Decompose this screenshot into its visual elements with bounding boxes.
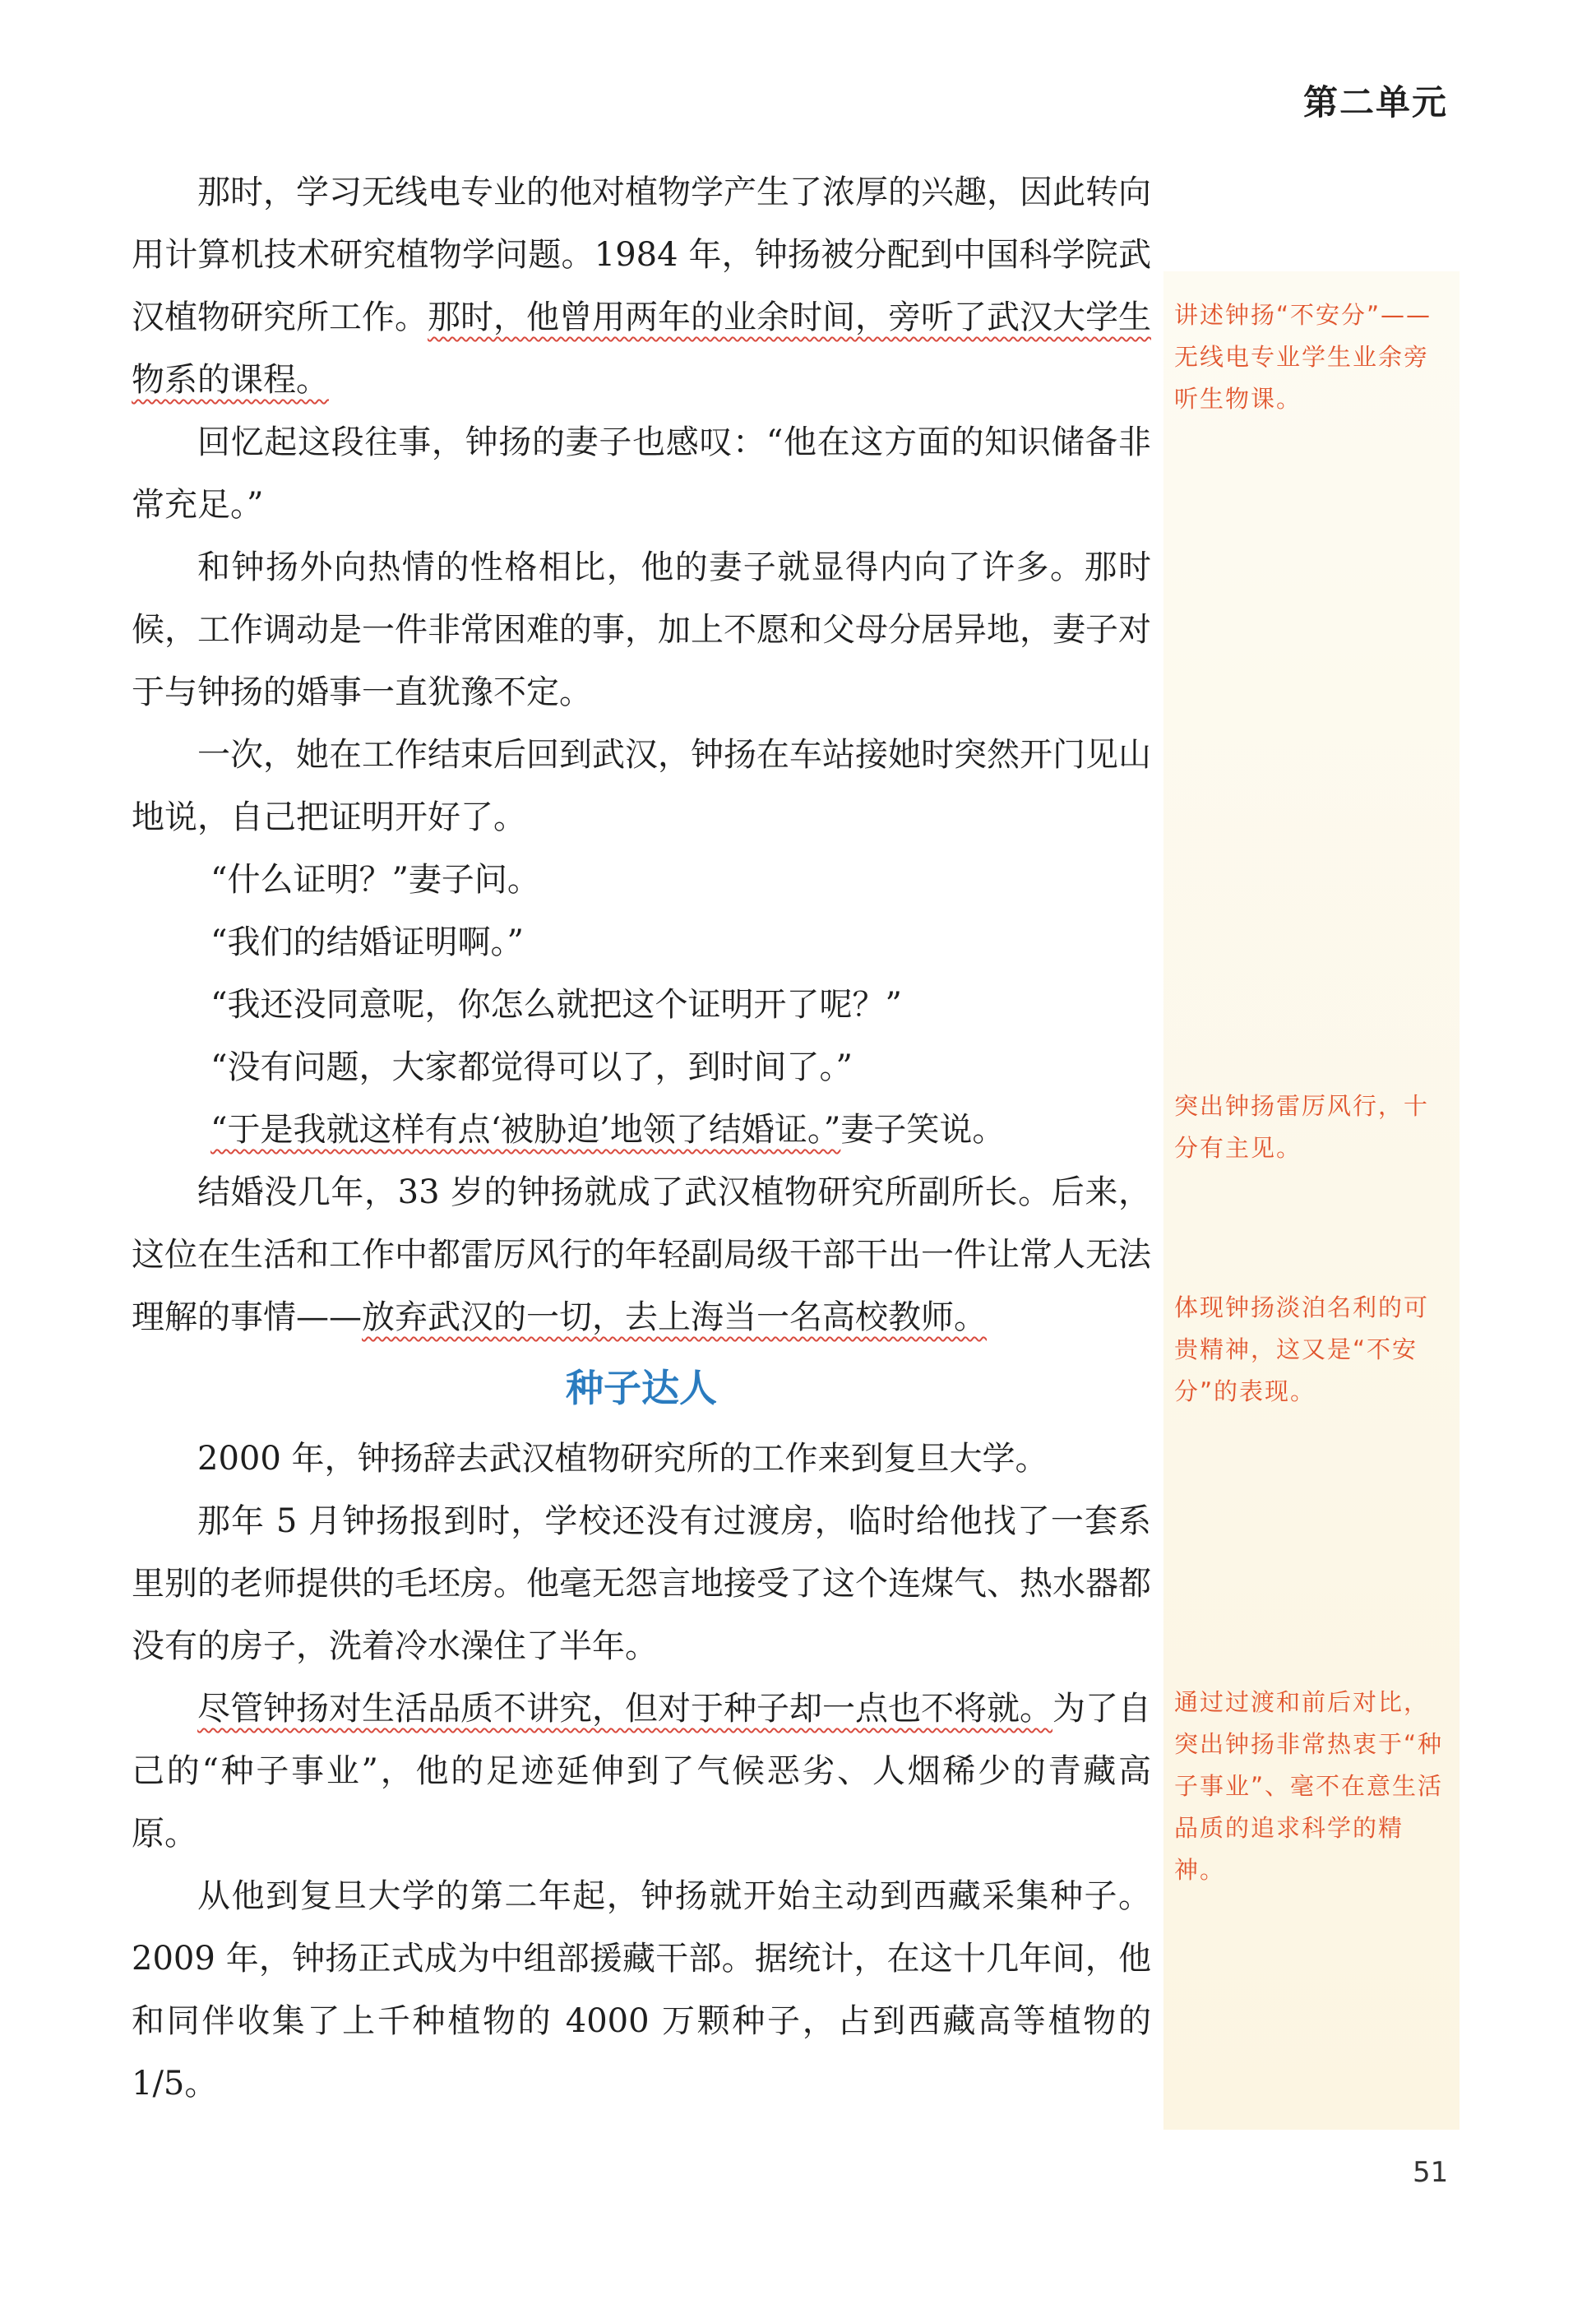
paragraph-text: 那时，学习无线电专业的他对植物学产生了浓厚的兴趣，因此转向用计算机技术研究植物学问题。1984 年，钟扬被分配到中国科学院武汉植物研究所工作。 bbox=[132, 174, 1151, 336]
main-text bbox=[132, 161, 1151, 2115]
paragraph bbox=[132, 161, 1151, 411]
margin-note: 通过过渡和前后对比，突出钟扬非常热衷于“种子事业”、毫不在意生活品质的追求科学的精神。 bbox=[1174, 1688, 1444, 1884]
underlined-text: 尽管钟扬对生活品质不讲究，但对于种子却一点也不将就。 bbox=[197, 1690, 1052, 1728]
dialogue-line: “我们的结婚证明啊。” bbox=[210, 923, 524, 961]
margin-note: 突出钟扬雷厉风行，十分有主见。 bbox=[1174, 1092, 1430, 1162]
unit-header: 第二单元 bbox=[1302, 82, 1448, 123]
dialogue-line: “没有问题，大家都觉得可以了，到时间了。” bbox=[210, 1048, 853, 1086]
dialogue-line bbox=[132, 1099, 1151, 1161]
paragraph bbox=[132, 1677, 1151, 1865]
paragraph bbox=[132, 1161, 1151, 1349]
paragraph: 回忆起这段往事，钟扬的妻子也感叹：“他在这方面的知识储备非常充足。” bbox=[132, 423, 1151, 524]
margin-note: 讲述钟扬“不安分”——无线电专业学生业余旁听生物课。 bbox=[1174, 301, 1432, 413]
paragraph-text: 妻子笑说。 bbox=[840, 1111, 1006, 1149]
paragraph-text: 为了自己的“种子事业”，他的足迹延伸到了气候恶劣、人烟稀少的青藏高原。 bbox=[132, 1690, 1151, 1853]
paragraph: 从他到复旦大学的第二年起，钟扬就开始主动到西藏采集种子。2009 年，钟扬正式成为中组部援藏干部。据统计，在这十几年间，他和同伴收集了上千种植物的 4000 万颗种子，占到西藏高等植物的 1/5。 bbox=[132, 1877, 1151, 2103]
dialogue-line: “我还没同意呢，你怎么就把这个证明开了呢？” bbox=[210, 986, 902, 1024]
underlined-text: “于是我就这样有点‘被胁迫’地领了结婚证。” bbox=[210, 1111, 841, 1149]
paragraph: 2000 年，钟扬辞去武汉植物研究所的工作来到复旦大学。 bbox=[197, 1440, 1048, 1478]
paragraph-text: 结婚没几年，33 岁的钟扬就成了武汉植物研究所副所长。后来，这位在生活和工作中都雷厉风行的年轻副局级干部干出一件让常人无法理解的事情—— bbox=[132, 1173, 1151, 1336]
underlined-text: 那时，他曾用两年的业余时间，旁听了武汉大学生物系的课程。 bbox=[132, 298, 1151, 399]
page-number: 51 bbox=[1413, 2156, 1449, 2189]
paragraph: 一次，她在工作结束后回到武汉，钟扬在车站接她时突然开门见山地说，自己把证明开好了。 bbox=[132, 736, 1151, 836]
underlined-text: 放弃武汉的一切，去上海当一名高校教师。 bbox=[362, 1298, 987, 1336]
margin-note: 体现钟扬淡泊名利的可贵精神，这又是“不安分”的表现。 bbox=[1174, 1293, 1430, 1405]
section-title: 种子达人 bbox=[566, 1366, 717, 1410]
dialogue-line: “什么证明？”妻子问。 bbox=[210, 861, 540, 899]
paragraph: 和钟扬外向热情的性格相比，他的妻子就显得内向了许多。那时候，工作调动是一件非常困难的事，加上不愿和父母分居异地，妻子对于与钟扬的婚事一直犹豫不定。 bbox=[132, 548, 1151, 711]
paragraph: 那年 5 月钟扬报到时，学校还没有过渡房，临时给他找了一套系里别的老师提供的毛坯房。他毫无怨言地接受了这个连煤气、热水器都没有的房子，洗着冷水澡住了半年。 bbox=[132, 1502, 1151, 1665]
